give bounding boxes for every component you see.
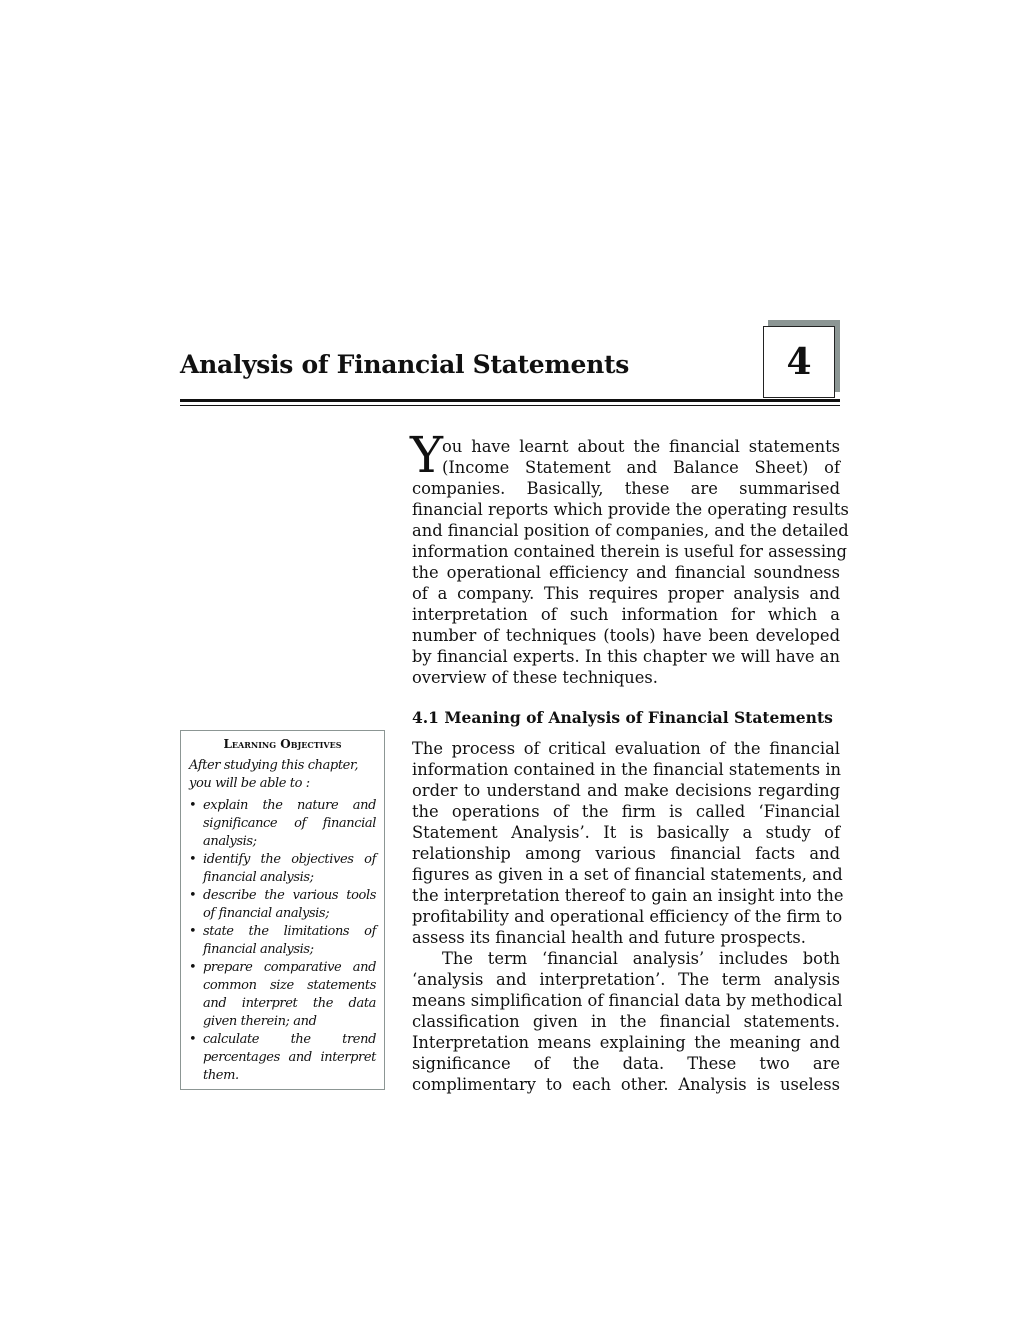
text-line: describe the various tools (203, 888, 376, 903)
text-line: significance of the data. These two are (412, 1054, 840, 1073)
drop-cap: Y (410, 426, 444, 484)
bullet-icon: • (189, 888, 197, 903)
objective-item (189, 923, 376, 959)
section-paragraph-1 (412, 738, 844, 948)
objective-item (189, 887, 376, 923)
text-line: significance of financial (203, 816, 376, 831)
text-line: ‘analysis and interpretation’. The term analysis (412, 970, 840, 989)
text-line: order to understand and make decisions regarding (412, 781, 840, 800)
text-line: explain the nature and (203, 798, 376, 813)
text-line: companies. Basically, these are summarised (412, 479, 840, 498)
text-line: common size statements (203, 978, 376, 993)
text-line: given therein; and (203, 1014, 317, 1029)
text-line: figures as given in a set of financial statements, and (412, 865, 843, 884)
text-line: Interpretation means explaining the meaning and (412, 1033, 840, 1052)
text-line: After studying this chapter, (189, 758, 359, 773)
text-line: number of techniques (tools) have been developed (412, 626, 840, 645)
bullet-icon: • (189, 960, 197, 975)
text-line: assess its financial health and future prospects. (412, 928, 806, 947)
text-line: prepare comparative and (203, 960, 376, 975)
text-line: and interpret the data (203, 996, 376, 1011)
text-line: The term ‘financial analysis’ includes both (442, 949, 840, 968)
text-line: of a company. This requires proper analysis and (412, 584, 840, 603)
text-line: identify the objectives of (203, 852, 376, 867)
text-line: state the limitations of (203, 924, 376, 939)
objective-item (189, 1031, 376, 1085)
objective-item (189, 851, 376, 887)
bullet-icon: • (189, 852, 197, 867)
text-line: information contained therein is useful for assessing (412, 542, 847, 561)
bullet-icon: • (189, 798, 197, 813)
title-rule-thin (180, 405, 840, 406)
bullet-icon: • (189, 1032, 197, 1047)
text-line: complimentary to each other. Analysis is useless (412, 1075, 840, 1094)
text-line: percentages and interpret (203, 1050, 376, 1065)
learning-objectives-heading: Learning Objectives (223, 737, 342, 751)
text-line: calculate the trend (203, 1032, 376, 1047)
text-line: information contained in the financial statements in (412, 760, 842, 779)
text-line: means simplification of financial data by methodical (412, 991, 843, 1010)
learning-objectives-box (180, 730, 385, 1090)
text-line: and financial position of companies, and the detailed (412, 521, 849, 540)
text-line: you will be able to : (189, 776, 310, 791)
intro-paragraph (410, 426, 849, 688)
text-line: The process of critical evaluation of the financial (412, 739, 840, 758)
text-line: financial analysis; (203, 870, 314, 885)
text-line: analysis; (203, 834, 257, 849)
text-line: interpretation of such information for which a (412, 605, 840, 624)
text-line: the interpretation thereof to gain an insight into the (412, 886, 844, 905)
section-heading: 4.1 Meaning of Analysis of Financial Statements (412, 708, 833, 727)
bullet-icon: • (189, 924, 197, 939)
text-line: classification given in the financial statements. (412, 1012, 840, 1031)
chapter-number: 4 (763, 326, 835, 398)
text-line: of financial analysis; (203, 906, 330, 921)
text-line: Statement Analysis’. It is basically a study of (412, 823, 840, 842)
chapter-title: Analysis of Financial Statements (180, 350, 630, 379)
objective-item (189, 959, 376, 1031)
text-line: financial analysis; (203, 942, 314, 957)
text-line: the operations of the firm is called ‘Financial (412, 802, 840, 821)
text-line: (Income Statement and Balance Sheet) of (442, 458, 840, 477)
text-line: ou have learnt about the financial statements (442, 437, 840, 456)
text-line: by financial experts. In this chapter we will have an (412, 647, 840, 666)
section-paragraph-2 (412, 948, 843, 1095)
objective-item (189, 797, 376, 851)
text-line: relationship among various financial facts and (412, 844, 840, 863)
title-rule-thick (180, 399, 840, 402)
text-line: the operational efficiency and financial soundness (412, 563, 840, 582)
text-line: profitability and operational efficiency of the firm to (412, 907, 843, 926)
text-line: them. (203, 1068, 239, 1083)
text-line: financial reports which provide the operating results (412, 500, 849, 519)
text-line: overview of these techniques. (412, 668, 658, 687)
